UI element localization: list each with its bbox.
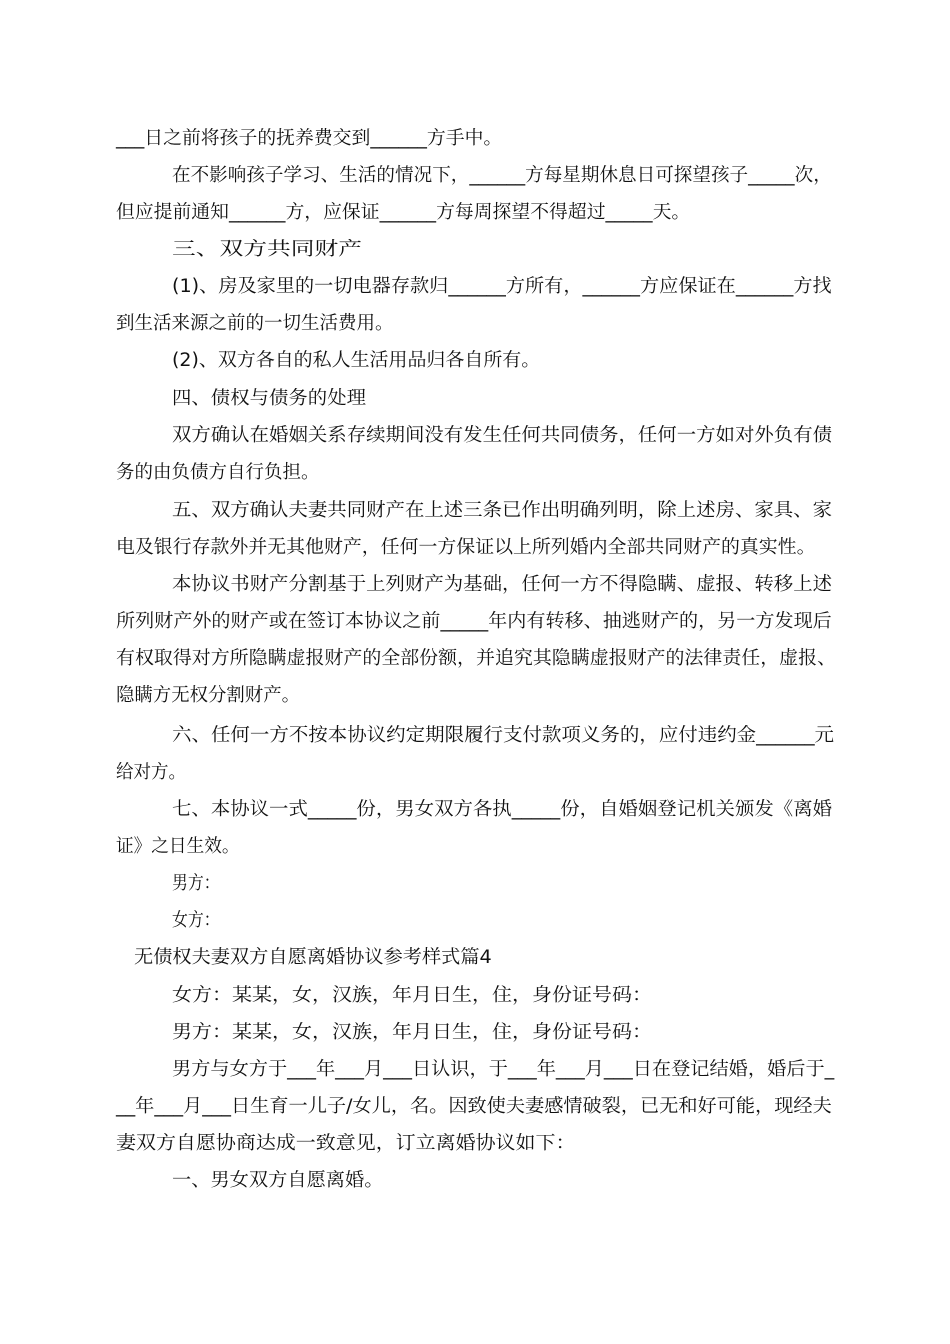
text-line: [0, 161, 950, 191]
text-line: [0, 421, 950, 451]
text-line: [0, 721, 950, 751]
text-line: [0, 644, 950, 674]
text-line-content: 隐瞒方无权分割财产。: [116, 685, 301, 706]
text-line: [0, 1055, 950, 1085]
text-line: [0, 198, 950, 228]
text-line: [0, 496, 950, 526]
text-line-content: 四、债权与债务的处理: [172, 388, 367, 409]
text-line: [0, 1092, 950, 1122]
text-line: [0, 272, 950, 302]
text-line-content: 七、本协议一式_____份，男女双方各执_____份，自婚姻登记机关颁发《离婚: [172, 799, 833, 820]
text-line-content: 务的由负债方自行负担。: [116, 462, 320, 483]
text-line: [0, 1129, 950, 1159]
text-line: [0, 346, 950, 376]
text-line: [0, 235, 950, 265]
text-line: [0, 1166, 950, 1196]
text-line: [0, 758, 950, 788]
text-line-content: 男方：: [172, 873, 220, 894]
text-line-content: 电及银行存款外并无其他财产，任何一方保证以上所列婚内全部共同财产的真实性。: [116, 537, 816, 558]
text-line: [0, 981, 950, 1011]
text-line-content: 本协议书财产分割基于上列财产为基础，任何一方不得隐瞒、虚报、转移上述: [172, 574, 833, 595]
text-line-content: 有权取得对方所隐瞒虚报财产的全部份额，并追究其隐瞒虚报财产的法律责任，虚报、: [116, 648, 837, 669]
text-line-content: 到生活来源之前的一切生活费用。: [116, 313, 394, 334]
text-line-content: 女方：: [172, 910, 220, 931]
text-line: [0, 124, 950, 154]
text-line-content: (2)、双方各自的私人生活用品归各自所有。: [172, 350, 541, 371]
text-line: [0, 906, 950, 936]
text-line-content: 男方与女方于___年___月___日认识，于___年___月___日在登记结婚，婚后于_: [172, 1059, 835, 1080]
text-line-content: 妻双方自愿协商达成一致意见，订立离婚协议如下：: [116, 1133, 576, 1154]
text-line-content: 在不影响孩子学习、生活的情况下，______方每星期休息日可探望孩子_____次，: [172, 165, 832, 186]
text-line: [0, 533, 950, 563]
text-line-content: 证》之日生效。: [116, 836, 240, 857]
text-line: [0, 309, 950, 339]
text-line-content: ___日之前将孩子的抚养费交到______方手中。: [116, 128, 503, 149]
text-line: [0, 1018, 950, 1048]
text-line-content: 六、任何一方不按本协议约定期限履行支付款项义务的，应付违约金______元: [172, 725, 835, 746]
text-line-content: 一、男女双方自愿离婚。: [172, 1170, 384, 1191]
text-line: [0, 607, 950, 637]
text-line-content: 女方：某某，女，汉族，年月日生，住，身份证号码：: [172, 985, 653, 1006]
text-line-content: (1)、房及家里的一切电器存款归______方所有，______方应保证在______方找: [172, 276, 832, 297]
text-line-content: 但应提前通知______方，应保证______方每周探望不得超过_____天。: [116, 202, 691, 223]
text-line-content: 双方确认在婚姻关系存续期间没有发生任何共同债务，任何一方如对外负有债: [172, 425, 833, 446]
text-line-content: 给对方。: [116, 762, 187, 783]
text-line: [0, 570, 950, 600]
text-line-content: 五、双方确认夫妻共同财产在上述三条已作出明确列明，除上述房、家具、家: [172, 500, 833, 521]
text-line: [0, 458, 950, 488]
text-line: [0, 832, 950, 862]
text-line-content: __年___月___日生育一儿子/女儿，名。因致使夫妻感情破裂，已无和好可能，现经夫: [116, 1096, 832, 1117]
section-heading-text: 无债权夫妻双方自愿离婚协议参考样式篇4: [134, 947, 492, 968]
text-line-content: 三、双方共同财产: [172, 239, 363, 260]
text-line-content: 男方：某某，女，汉族，年月日生，住，身份证号码：: [172, 1022, 653, 1043]
text-line: [0, 384, 950, 414]
text-line: [0, 869, 950, 899]
text-line-content: 所列财产外的财产或在签订本协议之前_____年内有转移、抽逃财产的，另一方发现后: [116, 611, 832, 632]
text-line: [0, 795, 950, 825]
text-line: [0, 681, 950, 711]
section-heading: [0, 943, 950, 973]
